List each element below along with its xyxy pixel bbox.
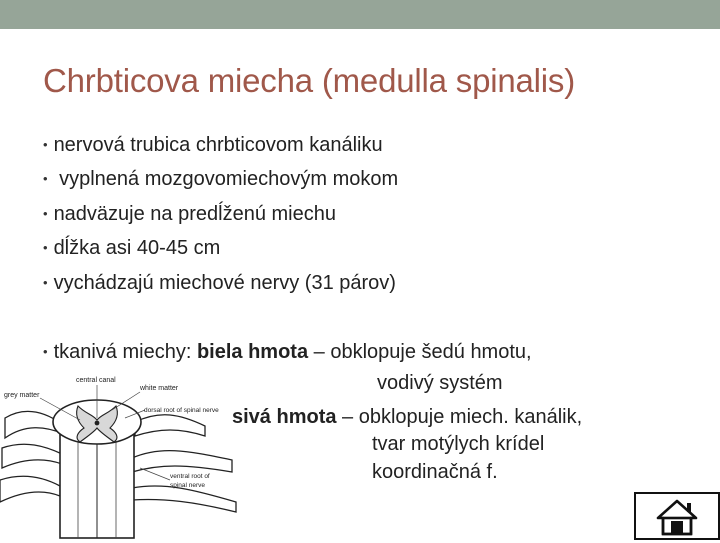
bullet-item [43,134,383,157]
top-bar [0,0,720,29]
grey-matter-function: koordinačná f. [372,461,498,483]
label-ventral-root: ventral root of [170,473,210,480]
slide-title: Chrbticova miecha (medulla spinalis) [43,62,576,99]
bullet-dot: • [43,137,48,152]
white-matter-term: biela hmota [196,341,309,363]
label-white-matter: white matter [140,385,179,392]
bullet-item [43,168,398,191]
bullet-item [43,203,336,226]
bullet-text: vychádzajú miechové nervy (31 párov) [53,272,396,294]
bullet-text: dĺžka asi 40-45 cm [53,237,221,259]
bullet-text: nadväzuje na predĺženú miechu [53,203,336,225]
bullet-dot: • [43,344,48,359]
grey-matter-line [232,406,582,429]
label-central-canal: central canal [76,377,116,384]
bullet-dot: • [43,206,48,221]
grey-matter-term: sivá hmota [232,406,337,428]
bullet-item [43,237,220,260]
bullet-dot: • [43,240,48,255]
tissue-lead: tkanivá miechy: [53,341,197,363]
bullet-dot: • [43,171,48,186]
home-button[interactable] [634,492,720,540]
home-icon [636,494,718,538]
grey-matter-desc: – obklopuje miech. kanálik, [336,406,583,428]
label-ventral-root-2: spinal nerve [170,482,206,489]
label-dorsal-root: dorsal root of spinal nerve [144,407,219,414]
grey-matter-shape: tvar motýlych krídel [372,433,545,455]
white-matter-function: vodivý systém [377,372,503,394]
bullet-text: vyplnená mozgovomiechovým mokom [53,168,399,190]
spinal-cord-diagram [0,360,240,540]
bullet-dot: • [43,275,48,290]
label-grey-matter: grey matter [4,392,40,399]
bullet-item [43,272,396,295]
white-matter-desc: – obklopuje šedú hmotu, [308,341,532,363]
bullet-text: nervová trubica chrbticovom kanáliku [53,134,383,156]
